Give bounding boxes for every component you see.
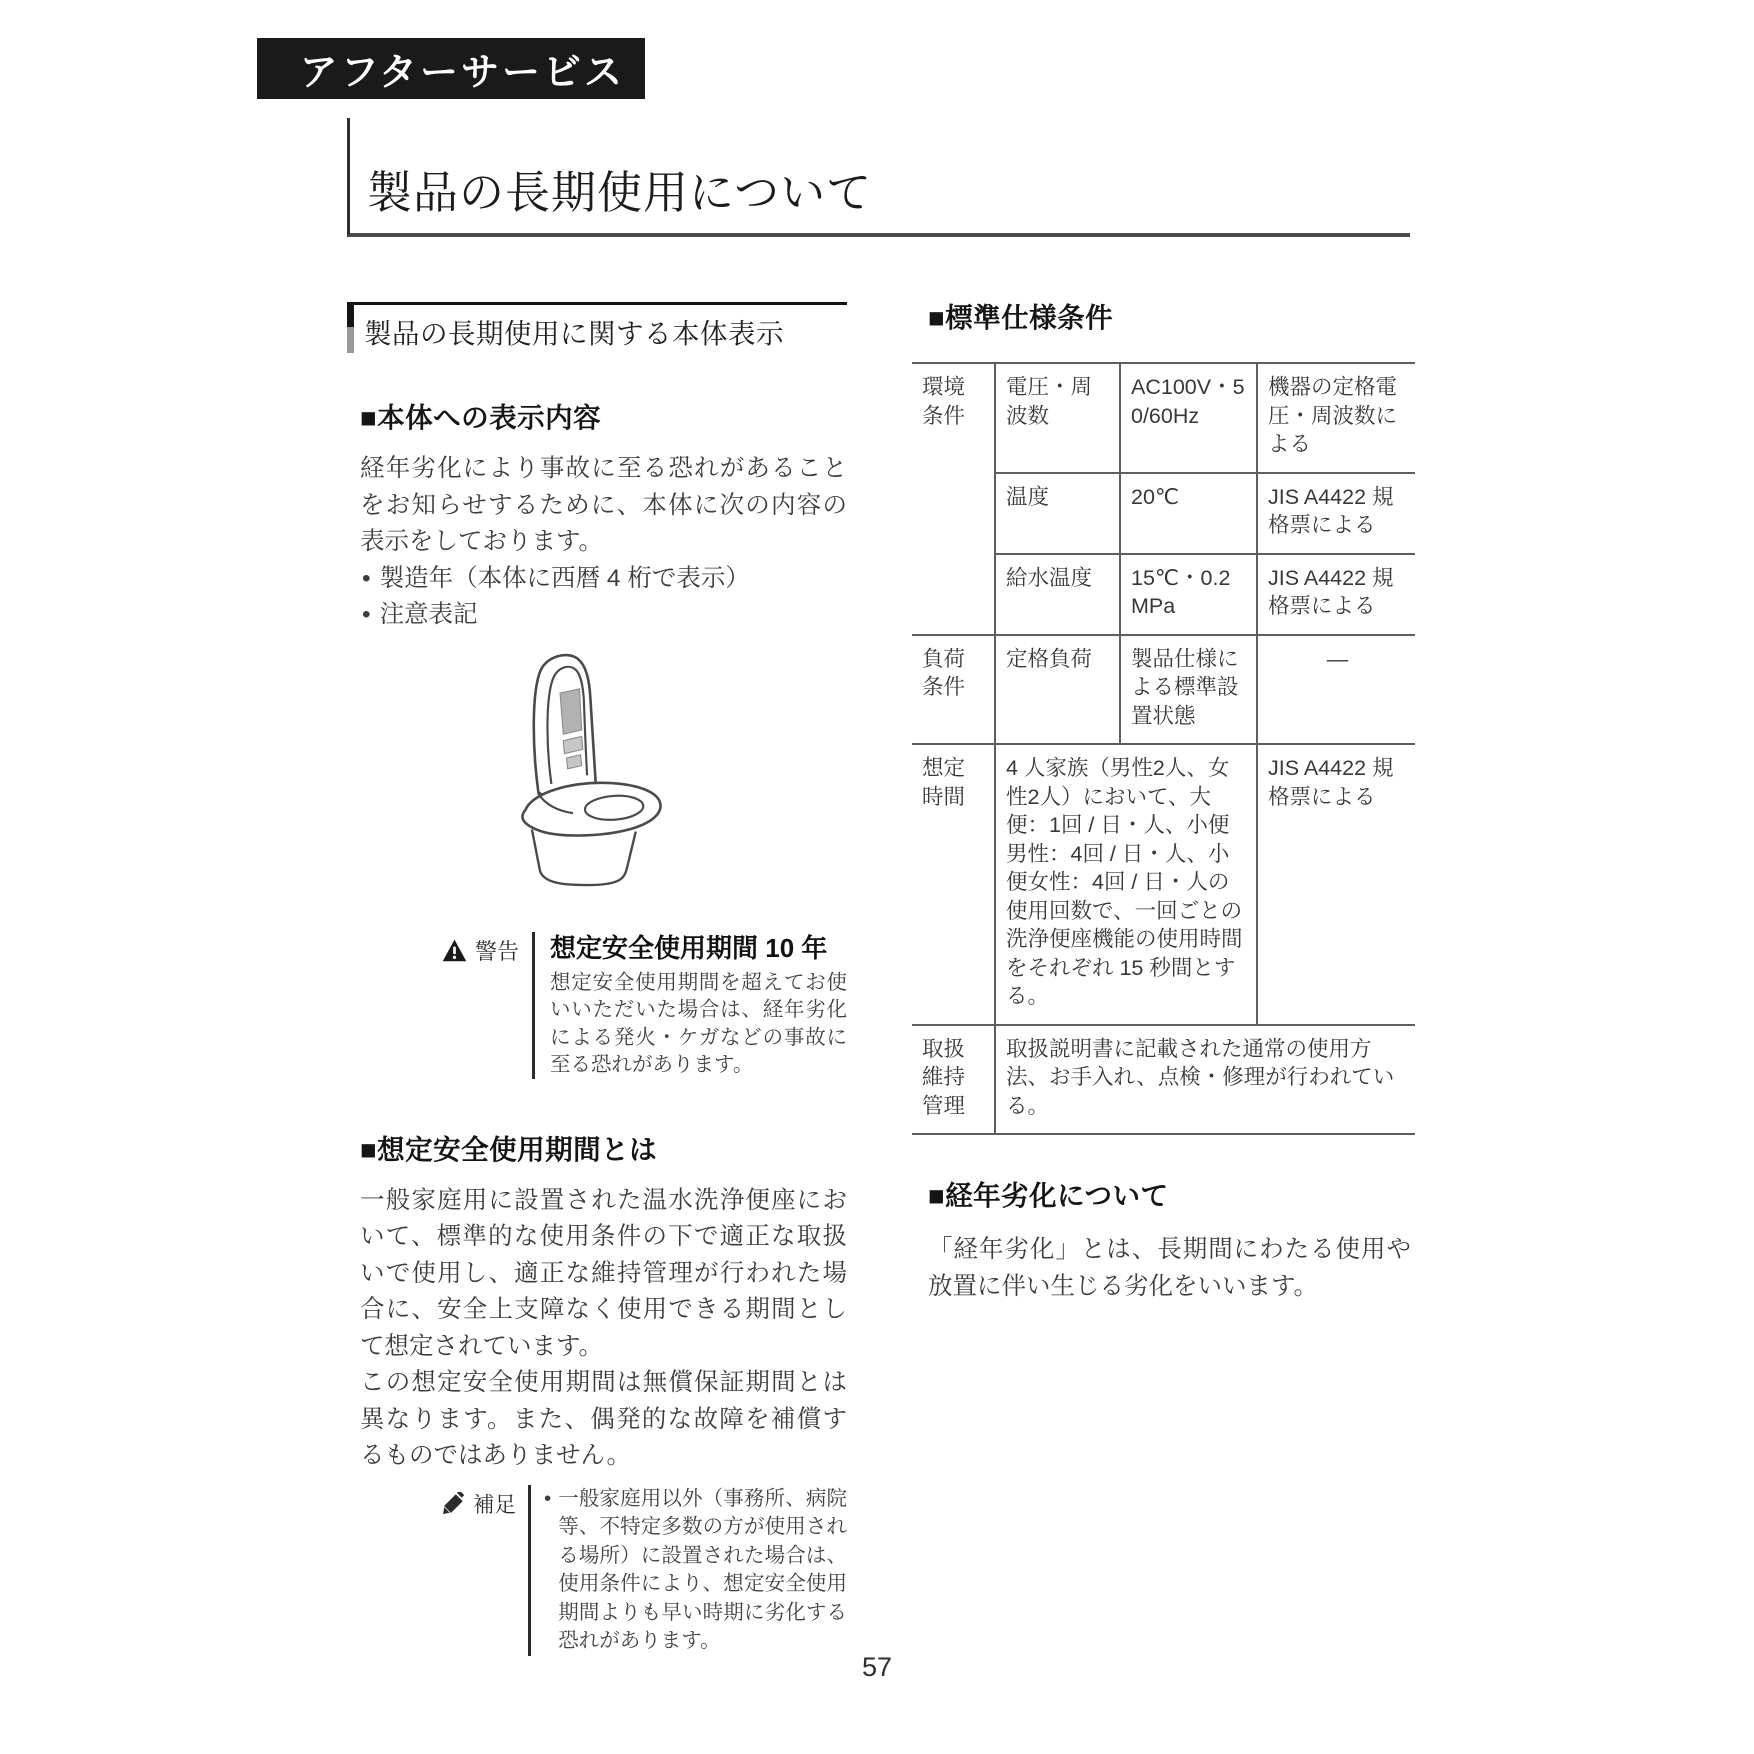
warning-text: 想定安全使用期間を超えてお使いいただいた場合は、経年劣化による発火・ケガなどの事故に至る恐れがあります。 (550, 970, 847, 1076)
table-cell-basis: JIS A4422 規格票による (1257, 744, 1415, 1025)
section-heading-bar (347, 305, 354, 353)
table-cell-value: 製品仕様による標準設置状態 (1120, 635, 1257, 745)
subsection-display-heading: ■本体への表示内容 (360, 402, 602, 433)
table-cell-basis: — (1257, 635, 1415, 745)
table-cell-basis: JIS A4422 規格票による (1257, 554, 1415, 635)
table-cell-value: 15℃・0.2MPa (1120, 554, 1257, 635)
table-row (912, 744, 1415, 1025)
period-body-2: この想定安全使用期間は無償保証期間とは異なります。また、偶発的な故障を補償するものではありません。 (360, 1369, 847, 1469)
right-column (912, 295, 1415, 1305)
table-cell-basis: 機器の定格電圧・周波数による (1257, 363, 1415, 473)
note-callout (442, 1485, 847, 1656)
subsection-period-heading: ■想定安全使用期間とは (360, 1133, 658, 1165)
bullet-item (360, 561, 847, 598)
table-cell-group: 負荷条件 (912, 635, 995, 745)
table-row (912, 1025, 1415, 1135)
table-cell-item: 4 人家族（男性2人、女性2人）において、大便：1回 / 日・人、小便男性：4回 / 日・人、小便女性：4回 / 日・人の使用回数で、一回ごとの洗浄便座機能の使用時間をそれぞれ 15 秒間とする。 (995, 744, 1257, 1025)
page-number: 57 (861, 1652, 893, 1682)
table-cell-basis: JIS A4422 規格票による (1257, 473, 1415, 554)
section-heading-label: 製品の長期使用に関する本体表示 (364, 318, 784, 349)
note-label (442, 1485, 516, 1519)
bullet-text: 製造年（本体に西暦 4 桁で表示） (379, 564, 750, 592)
chapter-tag (257, 38, 645, 99)
aging-body-text: 「経年劣化」とは、長期間にわたる使用や放置に伴い生じる劣化をいいます。 (928, 1236, 1411, 1300)
note-word: 補足 (473, 1492, 517, 1517)
warning-title: 想定安全使用期間 10 年 (550, 932, 828, 963)
aging-heading: ■経年劣化について (928, 1180, 1169, 1211)
table-cell-item: 給水温度 (995, 554, 1120, 635)
table-cell-group: 取扱維持管理 (912, 1025, 995, 1135)
warning-triangle-icon (442, 939, 467, 962)
table-cell-group: 環境条件 (912, 363, 995, 635)
table-cell-value: 取扱説明書に記載された通常の使用方法、お手入れ、点検・修理が行われている。 (995, 1025, 1415, 1135)
note-text: 一般家庭用以外（事務所、病院等、不特定多数の方が使用される場所）に設置された場合は、使用条件により、想定安全使用期間よりも早い時期に劣化する恐れがあります。 (558, 1486, 847, 1652)
page-title: 製品の長期使用について (367, 167, 873, 218)
period-body-1: 一般家庭用に設置された温水洗浄便座において、標準的な使用条件の下で適正な取扱いで使用し、適正な維持管理が行われた場合に、安全上支障なく使用できる期間として想定されています。 (360, 1186, 847, 1360)
table-cell-item: 電圧・周波数 (995, 363, 1120, 473)
table-cell-group: 想定時間 (912, 744, 995, 1025)
warning-label (442, 932, 519, 966)
bullet-text: 注意表記 (379, 601, 478, 628)
bullet-item (360, 597, 847, 634)
title-block (347, 118, 1410, 237)
display-body-text: 経年劣化により事故に至る恐れがあることをお知らせするために、本体に次の内容の表示をしております。 (360, 455, 847, 555)
table-cell-item: 定格負荷 (995, 635, 1120, 745)
chapter-tag-label: アフターサービス (299, 52, 625, 94)
bullet-dot: • (362, 564, 371, 592)
pencil-icon (442, 1492, 465, 1515)
left-column (347, 302, 847, 1656)
warning-word: 警告 (475, 938, 520, 964)
warning-body (532, 932, 847, 1079)
toilet-illustration (505, 652, 680, 890)
bullet-dot: • (362, 601, 371, 628)
table-row (912, 363, 1415, 473)
note-body (528, 1485, 847, 1656)
table-row (912, 635, 1415, 745)
section-heading-box (347, 302, 847, 361)
toilet-line-drawing-icon (505, 652, 680, 890)
table-cell-item: 温度 (995, 473, 1120, 554)
spec-table (912, 362, 1415, 1135)
bullet-dot: • (544, 1486, 552, 1510)
spec-heading: ■標準仕様条件 (928, 302, 1114, 333)
table-cell-value: AC100V・50/60Hz (1120, 363, 1257, 473)
warning-callout (442, 932, 847, 1079)
table-cell-value: 20℃ (1120, 473, 1257, 554)
